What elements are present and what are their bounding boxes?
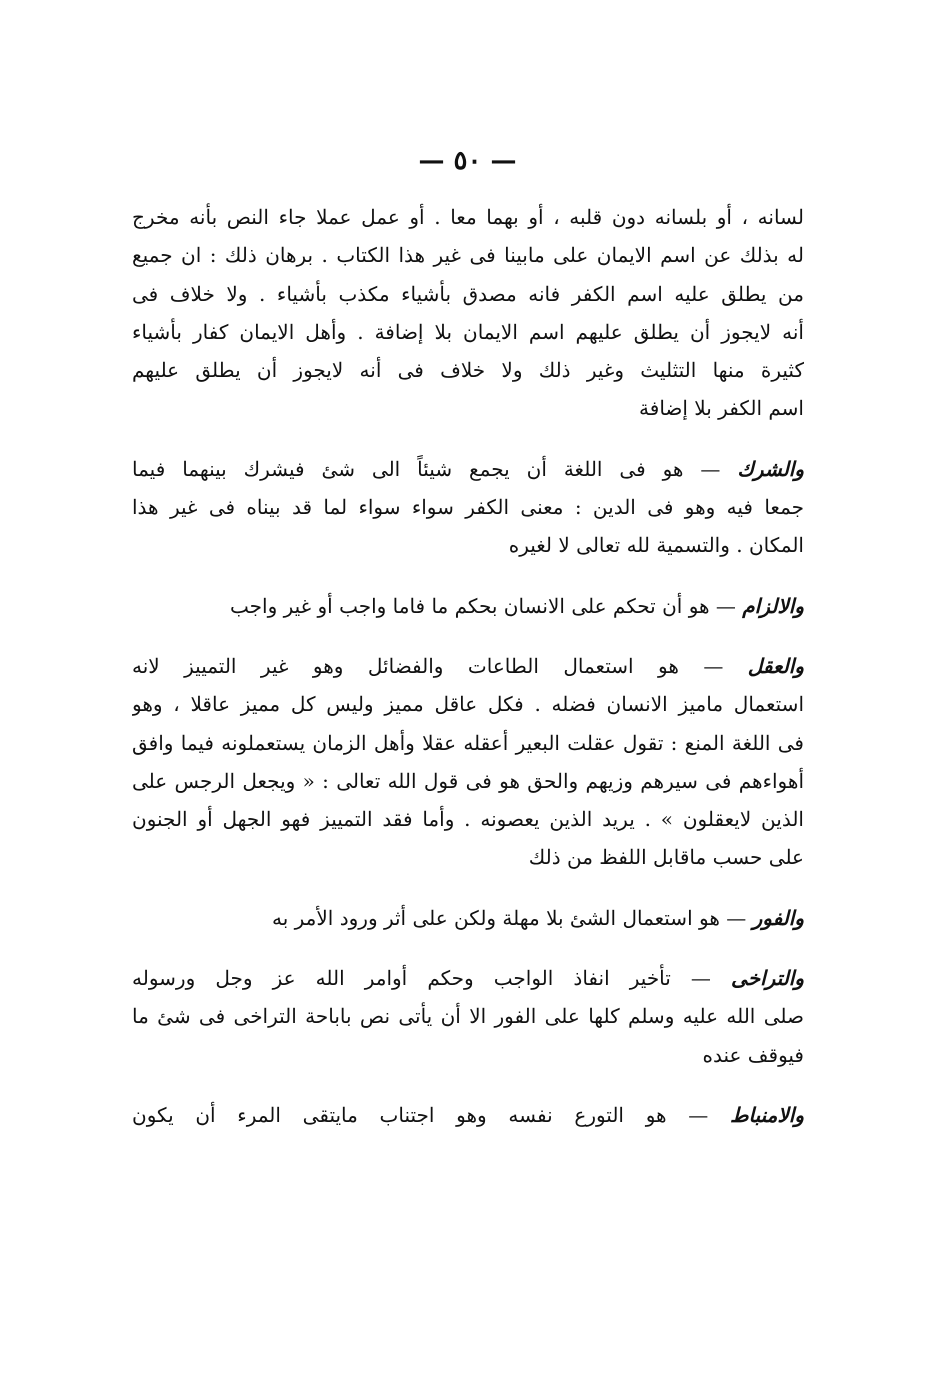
text-line: أنه لايجوز أن يطلق عليهم اسم الايمان بلا إضافة . وأهل الايمان كفار بأشياء	[132, 319, 804, 344]
text-line: على حسب ماقابل اللفظ من ذلك	[528, 845, 804, 870]
definition-text: — هو فى اللغة أن يجمع شيئاً الى شئ فيشرك بينهما فيما	[132, 456, 738, 481]
page-number: — ٥٠ —	[418, 146, 517, 176]
text-line	[132, 959, 804, 997]
definition-term: والتراخى	[731, 966, 804, 991]
page-body	[132, 198, 804, 1134]
definition-text: — هو استعمال الشئ بلا مهلة ولكن على أثر ورود الأمر به	[272, 905, 753, 930]
paragraph-fawr	[132, 899, 804, 937]
text-line: من يطلق عليه اسم الكفر فانه مصدق بأشياء مكذب بأشياء . ولا خلاف فى	[132, 281, 804, 306]
text-line	[132, 647, 804, 685]
text-line: فى اللغة المنع : تقول عقلت البعير أعقله عقلا وأهل الزمان يستعملونه فيما وافق	[132, 730, 804, 755]
definition-text: — هو استعمال الطاعات والفضائل وهو غير التمييز لانه	[132, 653, 748, 678]
definition-term: والامنباط	[730, 1102, 804, 1127]
paragraph-imanbat	[132, 1096, 804, 1134]
paragraph-shirk	[132, 450, 804, 565]
text-line: كثيرة منها التثليث وغير ذلك ولا خلاف فى أنه لايجوز أن يطلق عليهم	[132, 358, 804, 383]
text-line: استعمال ماميز الانسان فضله . فكل عاقل مميز وليس كل مميز عاقلا ، وهو	[132, 692, 804, 717]
definition-term: والعقل	[747, 653, 804, 678]
text-line: صلى الله عليه وسلم كلها على الفور الا أن يأتى نص باباحة التراخى فى شئ ما	[132, 1004, 804, 1029]
definition-term: والفور	[752, 905, 804, 930]
text-line: المكان . والتسمية لله تعالى لا لغيره	[508, 533, 804, 558]
text-line: له بذلك عن اسم الايمان على مابينا فى غير هذا الكتاب . برهان ذلك : ان جميع	[132, 243, 804, 268]
definition-text: — هو أن تحكم على الانسان بحكم ما فاما واجب أو غير واجب	[230, 593, 743, 618]
text-line: جمعا فيه وهو فى الدين : معنى الكفر سواء سواء لما قد بيناه فى غير هذا	[132, 495, 804, 520]
text-line	[132, 899, 804, 937]
text-line	[132, 1096, 804, 1134]
definition-term: والالزام	[742, 593, 804, 618]
text-line: فيوقف عنده	[702, 1042, 804, 1067]
definition-term: والشرك	[737, 456, 804, 481]
text-line	[132, 450, 804, 488]
text-line: اسم الكفر بلا إضافة	[639, 396, 804, 421]
paragraph-aql	[132, 647, 804, 877]
paragraph-ilzam	[132, 587, 804, 625]
definition-text: — هو التورع نفسه وهو اجتناب مايتقى المرء أن يكون	[132, 1102, 730, 1127]
paragraph-iman	[132, 198, 804, 428]
text-line: لسانه ، أو بلسانه دون قلبه ، أو بهما معا . أو عمل عملا جاء النص بأنه مخرج	[132, 205, 804, 229]
text-line: الذين لايعقلون » . يريد الذين يعصونه . وأما فقد التمييز فهو الجهل أو الجنون	[132, 807, 804, 832]
paragraph-tarakhi	[132, 959, 804, 1074]
text-line: أهواءهم فى سيرهم وزيهم والحق هو فى قول الله تعالى : « ويجعل الرجس على	[132, 768, 804, 793]
text-line	[132, 587, 804, 625]
definition-text: — تأخير انفاذ الواجب وحكم أوامر الله عز وجل ورسوله	[132, 966, 732, 991]
